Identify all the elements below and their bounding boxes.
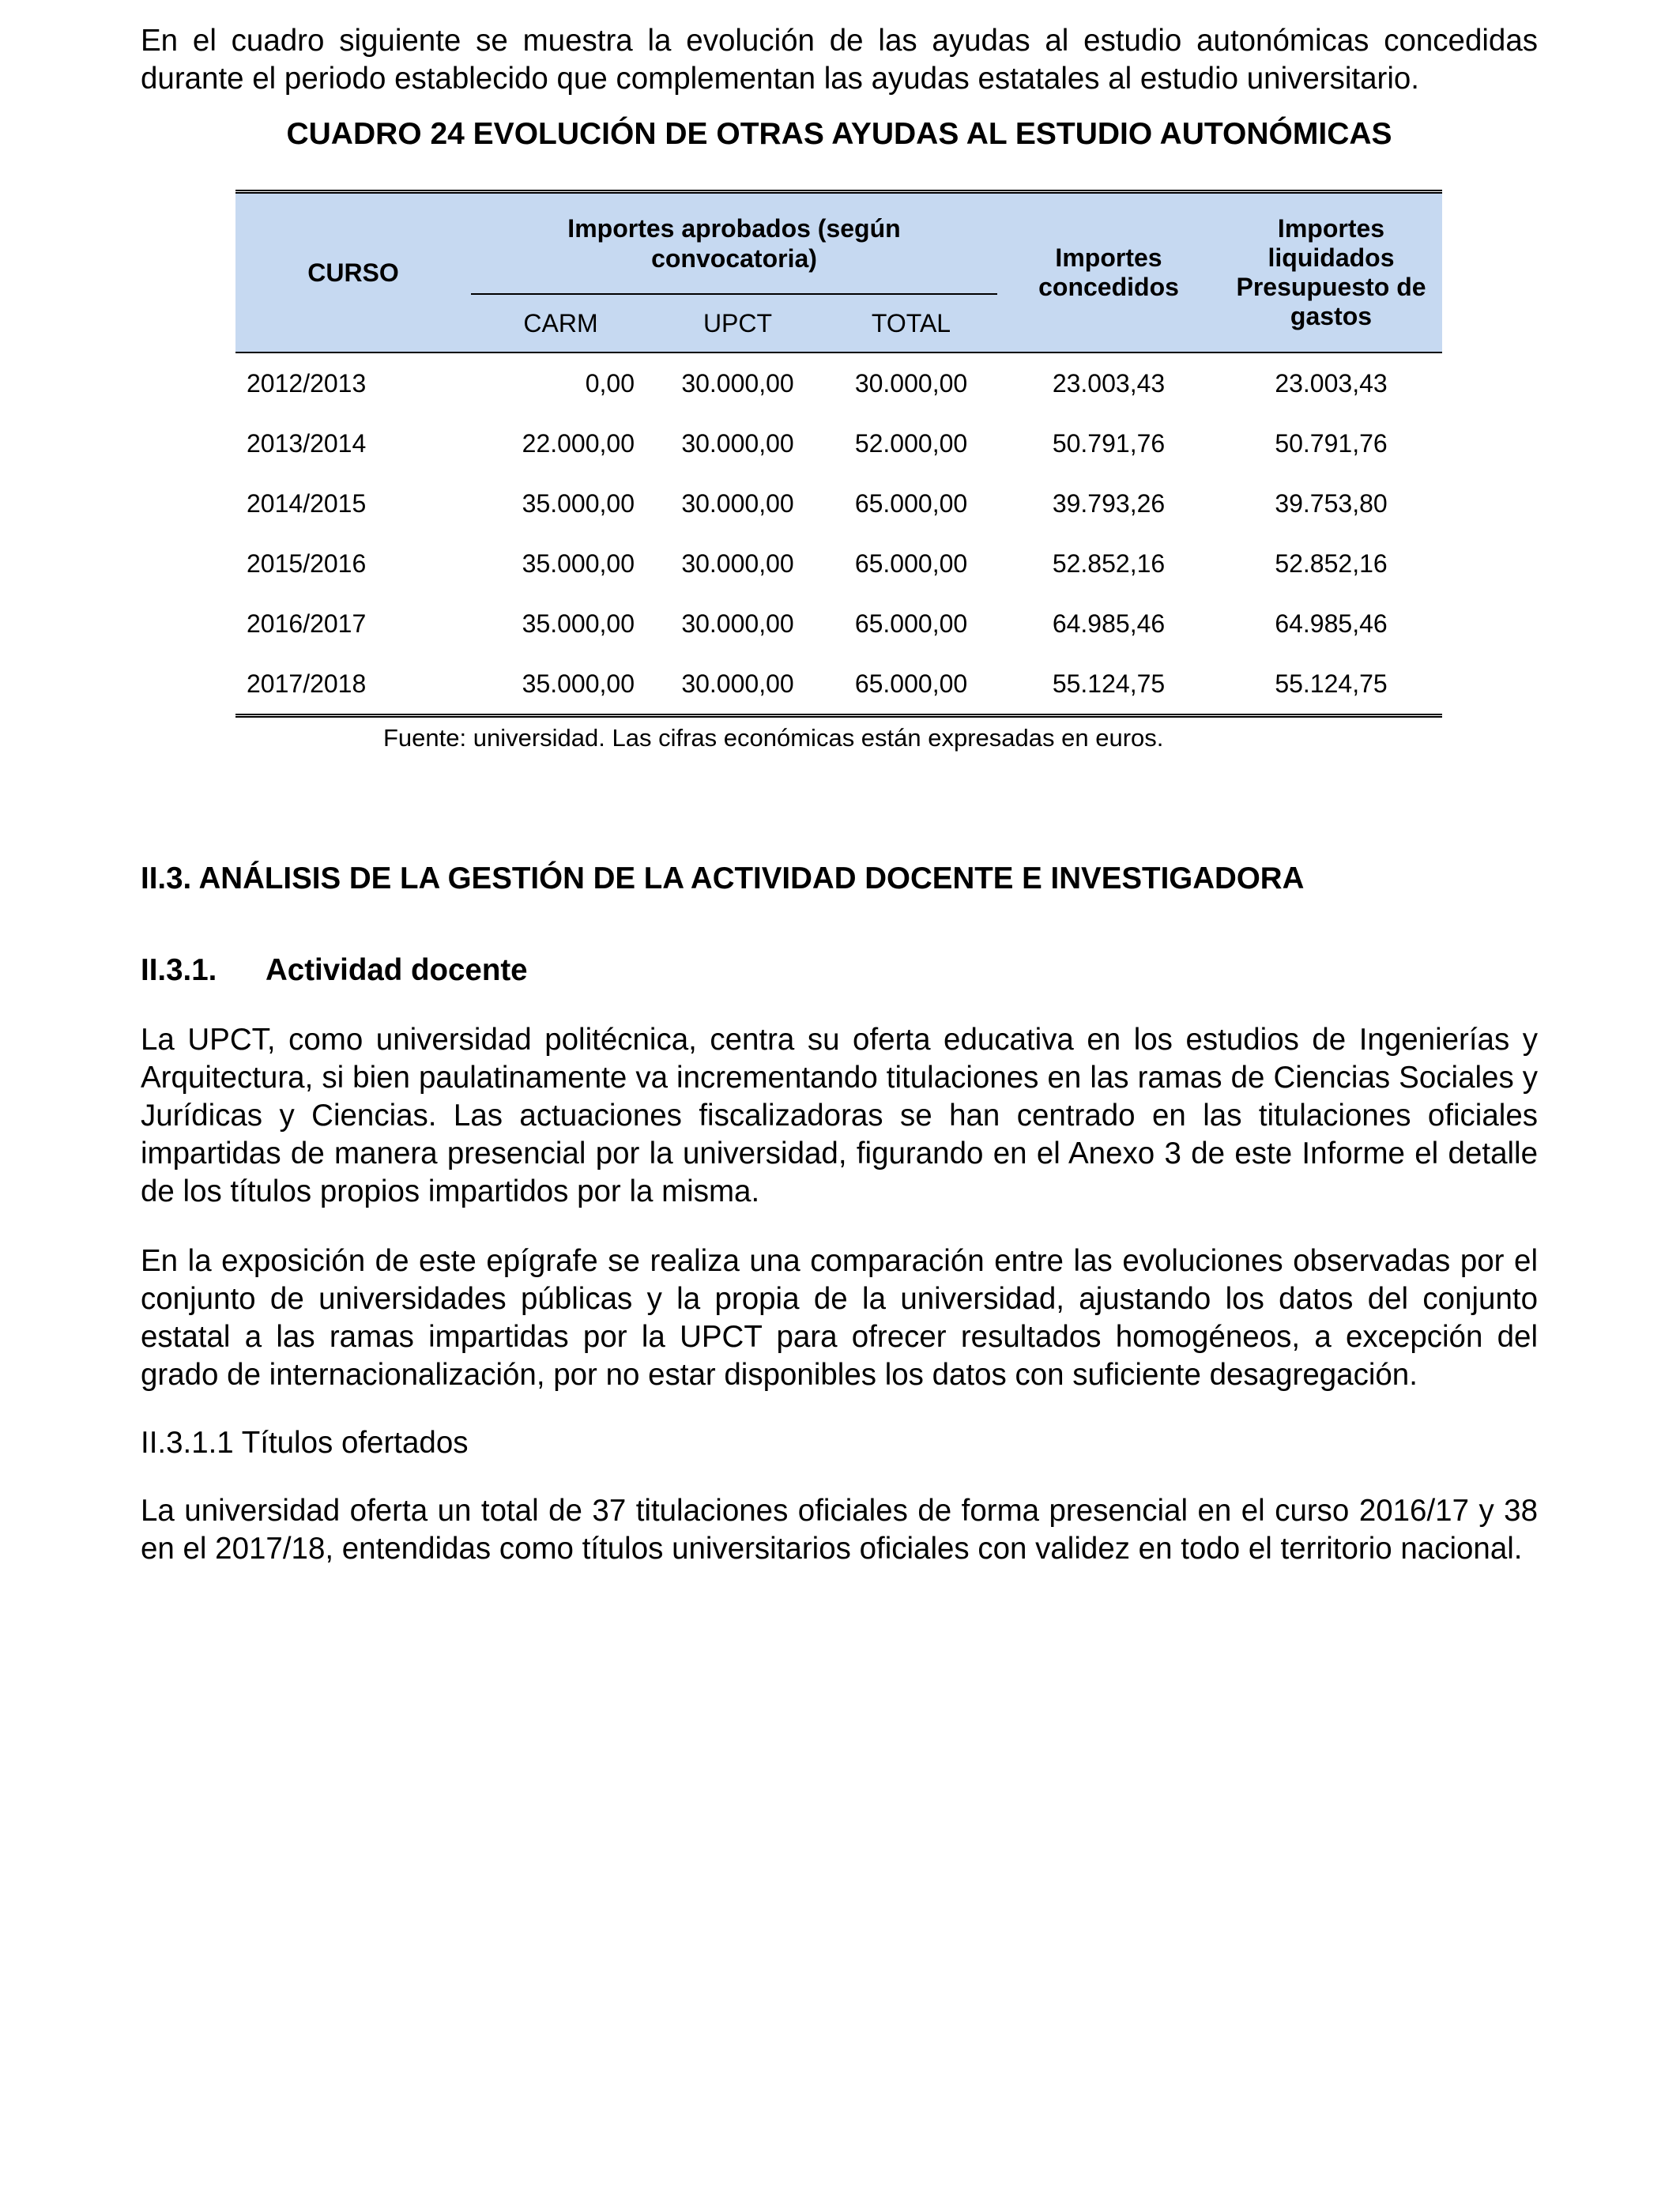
subsection-title: Actividad docente (266, 953, 528, 987)
table-source-note: Fuente: universidad. Las cifras económicas están expresadas en euros. (383, 724, 1164, 752)
table-row (235, 473, 1442, 533)
subsection-heading (141, 952, 1538, 990)
table-row (235, 654, 1442, 716)
cell-liquidados: 52.852,16 (1275, 548, 1388, 578)
intro-paragraph: En el cuadro siguiente se muestra la evolución de las ayudas al estudio autonómicas concedidas durante el periodo establecido que complementan las ayudas estatales al estudio universitario. (141, 24, 1538, 96)
cell-liquidados: 50.791,76 (1275, 428, 1388, 458)
cell-concedidos: 39.793,26 (1052, 488, 1166, 518)
cell-curso: 2012/2013 (235, 352, 471, 413)
header-total: TOTAL (825, 294, 997, 352)
cell-liquidados: 39.753,80 (1275, 488, 1388, 518)
cell-liquidados: 23.003,43 (1220, 352, 1442, 413)
header-importes-aprobados (471, 192, 997, 295)
cell-upct: 30.000,00 (681, 609, 794, 638)
cell-total: 65.000,00 (854, 609, 968, 638)
cell-carm: 0,00 (471, 352, 650, 413)
cell-curso: 2016/2017 (247, 609, 367, 638)
paragraph-comparison: En la exposición de este epígrafe se realiza una comparación entre las evoluciones observadas por el conjunto de universidades públicas y la propia de la universidad, ajustando los datos del conjunto estatal a las ramas impartidas por la UPCT para ofrecer resultados homogéneos, a excepción del grado de internacionalización, por no estar disponibles los datos con suficiente desagregación. (141, 1244, 1538, 1392)
paragraph-upct-offer: La UPCT, como universidad politécnica, centra su oferta educativa en los estudios de Ingenierías y Arquitectura, si bien paulatinamente va incrementando titulaciones en las ramas de Ciencias Sociales y Jurídicas y Ciencias. Las actuaciones fiscalizadoras se han centrado en las titulaciones oficiales impartidas de manera presencial por la universidad, figurando en el Anexo 3 de este Informe el detalle de los títulos propios impartidos por la misma. (141, 1023, 1538, 1208)
table-row (235, 533, 1442, 594)
table-row (235, 594, 1442, 654)
subsection-number: II.3.1. (141, 953, 217, 987)
cell-carm: 35.000,00 (522, 609, 635, 638)
table-container (235, 190, 1442, 754)
cell-carm: 35.000,00 (522, 548, 635, 578)
header-carm: CARM (471, 294, 650, 352)
cell-upct: 30.000,00 (650, 654, 825, 716)
header-importes-aprobados-label: Importes aprobados (según convocatoria) (567, 214, 901, 273)
cell-carm: 35.000,00 (522, 488, 635, 518)
cell-curso: 2015/2016 (247, 548, 367, 578)
cell-liquidados: 64.985,46 (1275, 609, 1388, 638)
cell-concedidos: 50.791,76 (1052, 428, 1166, 458)
cell-upct: 30.000,00 (650, 352, 825, 413)
cell-carm: 22.000,00 (522, 428, 635, 458)
table-row (235, 352, 1442, 413)
document-page (141, 22, 1538, 1568)
cell-upct: 30.000,00 (681, 488, 794, 518)
table-title: CUADRO 24 EVOLUCIÓN DE OTRAS AYUDAS AL ESTUDIO AUTONÓMICAS (286, 117, 1392, 151)
header-curso: CURSO (235, 192, 471, 353)
cell-curso: 2014/2015 (247, 488, 367, 518)
cell-curso: 2013/2014 (247, 428, 367, 458)
aid-evolution-table (235, 190, 1442, 718)
cell-total: 65.000,00 (854, 548, 968, 578)
header-importes-concedidos: Importes concedidos (997, 192, 1220, 353)
table-row (235, 413, 1442, 473)
cell-total: 65.000,00 (854, 488, 968, 518)
paragraph-titles-offered: La universidad oferta un total de 37 titulaciones oficiales de forma presencial en el curso 2016/17 y 38 en el 2017/18, entendidas como títulos universitarios oficiales con validez en todo el territorio nacional. (141, 1494, 1538, 1566)
cell-total: 30.000,00 (825, 352, 997, 413)
cell-liquidados: 55.124,75 (1220, 654, 1442, 716)
cell-concedidos: 23.003,43 (997, 352, 1220, 413)
cell-concedidos: 55.124,75 (997, 654, 1220, 716)
cell-total: 65.000,00 (825, 654, 997, 716)
cell-upct: 30.000,00 (681, 428, 794, 458)
cell-concedidos: 64.985,46 (1052, 609, 1166, 638)
section-heading: II.3. ANÁLISIS DE LA GESTIÓN DE LA ACTIVIDAD DOCENTE E INVESTIGADORA (141, 861, 1305, 895)
header-upct: UPCT (650, 294, 825, 352)
cell-curso: 2017/2018 (235, 654, 471, 716)
cell-concedidos: 52.852,16 (1052, 548, 1166, 578)
header-importes-liquidados: Importes liquidados Presupuesto de gastos (1220, 192, 1442, 353)
cell-carm: 35.000,00 (471, 654, 650, 716)
cell-upct: 30.000,00 (681, 548, 794, 578)
sub-subsection-heading: II.3.1.1 Títulos ofertados (141, 1426, 469, 1460)
cell-total: 52.000,00 (854, 428, 968, 458)
